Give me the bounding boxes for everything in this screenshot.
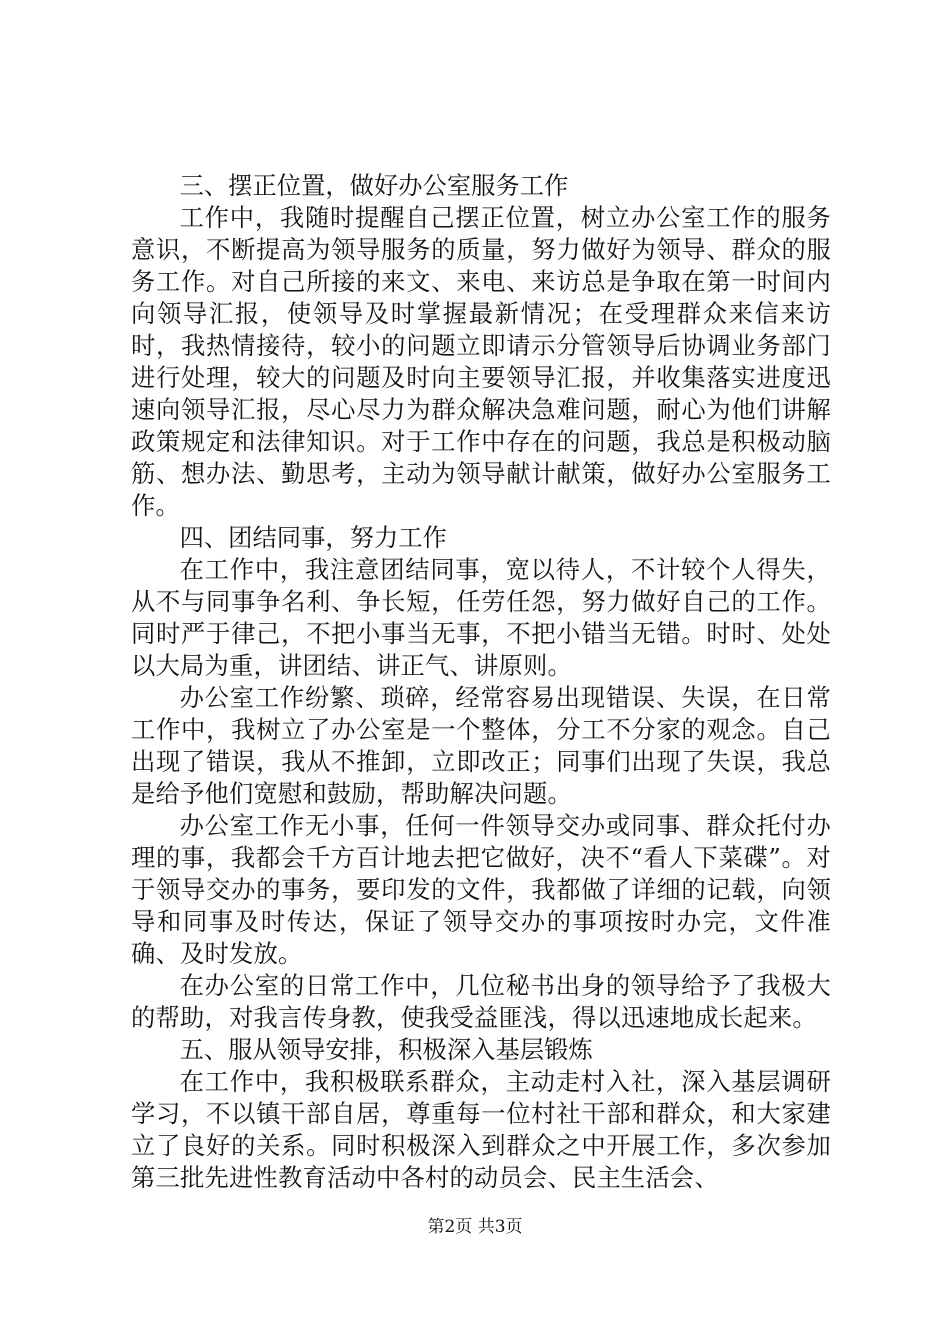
- paragraph-leader-help: 在办公室的日常工作中，几位秘书出身的领导给予了我极大的帮助，对我言传身教，使我受益匪浅，得以迅速地成长起来。: [131, 971, 831, 1032]
- paragraph-unity: 在工作中，我注意团结同事，宽以待人，不计较个人得失，从不与同事争名利、争长短，任劳任怨，努力做好自己的工作。同时严于律己，不把小事当无事，不把小错当无错。时时、处处以大局为重，讲团结、讲正气、讲原则。: [131, 555, 831, 680]
- paragraph-no-small-matters: 办公室工作无小事，任何一件领导交办或同事、群众托付办理的事，我都会千方百计地去把它做好，决不“看人下菜碟”。对于领导交办的事务，要印发的文件，我都做了详细的记载，向领导和同事及时传达，保证了领导交办的事项按时办完，文件准确、及时发放。: [131, 811, 831, 968]
- section-heading-4: 四、团结同事，努力工作: [179, 523, 447, 552]
- paragraph-office-errors: 办公室工作纷繁、琐碎，经常容易出现错误、失误，在日常工作中，我树立了办公室是一个整体，分工不分家的观念。自己出现了错误，我从不推卸，立即改正；同事们出现了失误，我总是给予他们宽慰和鼓励，帮助解决问题。: [131, 683, 831, 808]
- page-number-footer: 第2页 共3页: [427, 1217, 523, 1237]
- section-heading-5: 五、服从领导安排，积极深入基层锻炼: [179, 1035, 593, 1064]
- document-body: [131, 170, 831, 1194]
- paragraph-grassroots: 在工作中，我积极联系群众，主动走村入社，深入基层调研学习，不以镇干部自居，尊重每一位村社干部和群众，和大家建立了良好的关系。同时积极深入到群众之中开展工作，多次参加第三批先进性教育活动中各村的动员会、民主生活会、: [131, 1067, 831, 1192]
- paragraph-service-work: 工作中，我随时提醒自己摆正位置，树立办公室工作的服务意识，不断提高为领导服务的质量，努力做好为领导、群众的服务工作。对自己所接的来文、来电、来访总是争取在第一时间内向领导汇报，使领导及时掌握最新情况；在受理群众来信来访时，我热情接待，较小的问题立即请示分管领导后协调业务部门进行处理，较大的问题及时向主要领导汇报，并收集落实进度迅速向领导汇报，尽心尽力为群众解决急难问题，耐心为他们讲解政策规定和法律知识。对于工作中存在的问题，我总是积极动脑筋、想办法、勤思考，主动为领导献计献策，做好办公室服务工作。: [131, 203, 831, 520]
- section-heading-3: 三、摆正位置，做好办公室服务工作: [179, 171, 569, 200]
